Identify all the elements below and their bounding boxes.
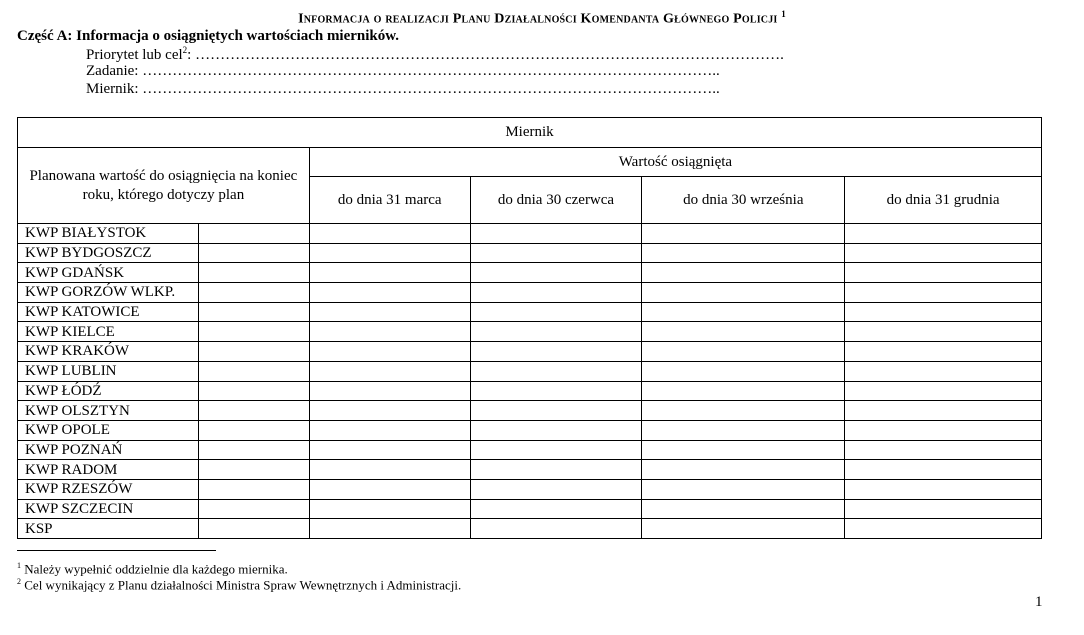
unit-label: KWP GORZÓW WLKP. xyxy=(18,283,199,303)
value-december-cell[interactable] xyxy=(845,322,1042,342)
title-footnote-mark: 1 xyxy=(781,9,786,19)
planned-value-cell[interactable] xyxy=(198,479,309,499)
unit-label: KSP xyxy=(18,519,199,539)
unit-label: KWP RZESZÓW xyxy=(18,479,199,499)
value-june-cell[interactable] xyxy=(470,243,642,263)
value-september-cell[interactable] xyxy=(642,519,845,539)
table-row xyxy=(18,263,1042,283)
table-row xyxy=(18,302,1042,322)
header-date-march: do dnia 31 marca xyxy=(309,177,470,224)
table-row xyxy=(18,243,1042,263)
footnote-1-text: Należy wypełnić oddzielnie dla każdego miernika. xyxy=(21,561,288,577)
planned-value-cell[interactable] xyxy=(198,302,309,322)
value-march-cell[interactable] xyxy=(309,519,470,539)
value-june-cell[interactable] xyxy=(470,302,642,322)
header-date-june: do dnia 30 czerwca xyxy=(470,177,642,224)
value-september-cell[interactable] xyxy=(642,263,845,283)
value-september-cell[interactable] xyxy=(642,224,845,244)
unit-label: KWP OLSZTYN xyxy=(18,401,199,421)
unit-label: KWP KIELCE xyxy=(18,322,199,342)
measures-table xyxy=(17,117,1042,539)
value-march-cell[interactable] xyxy=(309,460,470,480)
value-september-cell[interactable] xyxy=(642,381,845,401)
value-june-cell[interactable] xyxy=(470,342,642,362)
footnote-2-mark: 2 xyxy=(17,577,21,586)
table-row xyxy=(18,479,1042,499)
value-december-cell[interactable] xyxy=(845,263,1042,283)
table-row xyxy=(18,440,1042,460)
value-december-cell[interactable] xyxy=(845,499,1042,519)
table-row xyxy=(18,401,1042,421)
table-row xyxy=(18,499,1042,519)
header-planned-value: Planowana wartość do osiągnięcia na koniec roku, którego dotyczy plan xyxy=(18,148,310,224)
value-march-cell[interactable] xyxy=(309,440,470,460)
planned-value-cell[interactable] xyxy=(198,224,309,244)
value-march-cell[interactable] xyxy=(309,243,470,263)
value-june-cell[interactable] xyxy=(470,479,642,499)
header-miernik: Miernik xyxy=(18,118,1042,148)
value-september-cell[interactable] xyxy=(642,243,845,263)
value-december-cell[interactable] xyxy=(845,479,1042,499)
document-title xyxy=(0,9,1084,28)
table-row xyxy=(18,381,1042,401)
priority-field xyxy=(86,45,784,64)
table-body xyxy=(18,224,1042,539)
value-june-cell[interactable] xyxy=(470,420,642,440)
planned-value-cell[interactable] xyxy=(198,243,309,263)
value-march-cell[interactable] xyxy=(309,322,470,342)
value-june-cell[interactable] xyxy=(470,499,642,519)
unit-label: KWP KRAKÓW xyxy=(18,342,199,362)
unit-label: KWP KATOWICE xyxy=(18,302,199,322)
priority-dots: : ………………………………………………………………………………………………………. xyxy=(187,47,784,63)
table-row xyxy=(18,224,1042,244)
value-june-cell[interactable] xyxy=(470,401,642,421)
planned-value-cell[interactable] xyxy=(198,440,309,460)
value-march-cell[interactable] xyxy=(309,499,470,519)
priority-label: Priorytet lub cel xyxy=(86,47,183,63)
table-row xyxy=(18,519,1042,539)
planned-value-cell[interactable] xyxy=(198,361,309,381)
unit-label: KWP BIAŁYSTOK xyxy=(18,224,199,244)
value-september-cell[interactable] xyxy=(642,401,845,421)
value-december-cell[interactable] xyxy=(845,381,1042,401)
value-march-cell[interactable] xyxy=(309,283,470,303)
unit-label: KWP GDAŃSK xyxy=(18,263,199,283)
header-date-december: do dnia 31 grudnia xyxy=(845,177,1042,224)
value-december-cell[interactable] xyxy=(845,440,1042,460)
value-march-cell[interactable] xyxy=(309,342,470,362)
value-september-cell[interactable] xyxy=(642,499,845,519)
value-december-cell[interactable] xyxy=(845,342,1042,362)
footnote-2 xyxy=(17,577,461,593)
table-row xyxy=(18,342,1042,362)
header-achieved-value: Wartość osiągnięta xyxy=(309,148,1041,177)
value-december-cell[interactable] xyxy=(845,420,1042,440)
page-number: 1 xyxy=(1035,594,1043,610)
task-field: Zadanie: …………………………………………………………………………………………………….. xyxy=(86,63,720,79)
value-june-cell[interactable] xyxy=(470,322,642,342)
value-september-cell[interactable] xyxy=(642,440,845,460)
footnote-1-mark: 1 xyxy=(17,561,21,570)
value-december-cell[interactable] xyxy=(845,361,1042,381)
value-march-cell[interactable] xyxy=(309,361,470,381)
table-row xyxy=(18,361,1042,381)
footnote-1 xyxy=(17,561,288,577)
value-december-cell[interactable] xyxy=(845,519,1042,539)
value-march-cell[interactable] xyxy=(309,479,470,499)
unit-label: KWP RADOM xyxy=(18,460,199,480)
value-june-cell[interactable] xyxy=(470,224,642,244)
planned-value-cell[interactable] xyxy=(198,263,309,283)
priority-footnote-mark: 2 xyxy=(182,45,188,55)
value-september-cell[interactable] xyxy=(642,302,845,322)
value-september-cell[interactable] xyxy=(642,479,845,499)
value-december-cell[interactable] xyxy=(845,302,1042,322)
planned-value-cell[interactable] xyxy=(198,519,309,539)
planned-value-cell[interactable] xyxy=(198,322,309,342)
value-september-cell[interactable] xyxy=(642,361,845,381)
value-june-cell[interactable] xyxy=(470,460,642,480)
value-september-cell[interactable] xyxy=(642,460,845,480)
measure-field: Miernik: …………………………………………………………………………………………………….. xyxy=(86,81,720,97)
unit-label: KWP SZCZECIN xyxy=(18,499,199,519)
planned-value-cell[interactable] xyxy=(198,401,309,421)
value-september-cell[interactable] xyxy=(642,322,845,342)
planned-value-cell[interactable] xyxy=(198,499,309,519)
value-december-cell[interactable] xyxy=(845,460,1042,480)
value-september-cell[interactable] xyxy=(642,342,845,362)
value-march-cell[interactable] xyxy=(309,263,470,283)
value-december-cell[interactable] xyxy=(845,401,1042,421)
value-march-cell[interactable] xyxy=(309,381,470,401)
planned-value-cell[interactable] xyxy=(198,460,309,480)
unit-label: KWP POZNAŃ xyxy=(18,440,199,460)
value-june-cell[interactable] xyxy=(470,519,642,539)
value-december-cell[interactable] xyxy=(845,243,1042,263)
value-december-cell[interactable] xyxy=(845,224,1042,244)
planned-value-cell[interactable] xyxy=(198,342,309,362)
footnote-2-text: Cel wynikający z Planu działalności Ministra Spraw Wewnętrznych i Administracji. xyxy=(21,577,462,593)
unit-label: KWP OPOLE xyxy=(18,420,199,440)
value-march-cell[interactable] xyxy=(309,224,470,244)
footnote-separator xyxy=(17,550,216,551)
unit-label: KWP ŁÓDŹ xyxy=(18,381,199,401)
value-june-cell[interactable] xyxy=(470,283,642,303)
value-september-cell[interactable] xyxy=(642,420,845,440)
unit-label: KWP BYDGOSZCZ xyxy=(18,243,199,263)
table-row xyxy=(18,322,1042,342)
value-june-cell[interactable] xyxy=(470,361,642,381)
planned-value-cell[interactable] xyxy=(198,283,309,303)
value-march-cell[interactable] xyxy=(309,401,470,421)
planned-value-cell[interactable] xyxy=(198,381,309,401)
value-september-cell[interactable] xyxy=(642,283,845,303)
value-june-cell[interactable] xyxy=(470,440,642,460)
unit-label: KWP LUBLIN xyxy=(18,361,199,381)
table-row xyxy=(18,460,1042,480)
part-heading: Część A: Informacja o osiągniętych wartościach mierników. xyxy=(17,28,400,44)
planned-value-cell[interactable] xyxy=(198,420,309,440)
table-row xyxy=(18,283,1042,303)
value-march-cell[interactable] xyxy=(309,302,470,322)
value-june-cell[interactable] xyxy=(470,263,642,283)
value-march-cell[interactable] xyxy=(309,420,470,440)
table-row xyxy=(18,420,1042,440)
title-text: Informacja o realizacji Planu Działalności Komendanta Głównego Policji xyxy=(298,11,778,27)
header-date-september: do dnia 30 września xyxy=(642,177,845,224)
value-june-cell[interactable] xyxy=(470,381,642,401)
value-december-cell[interactable] xyxy=(845,283,1042,303)
